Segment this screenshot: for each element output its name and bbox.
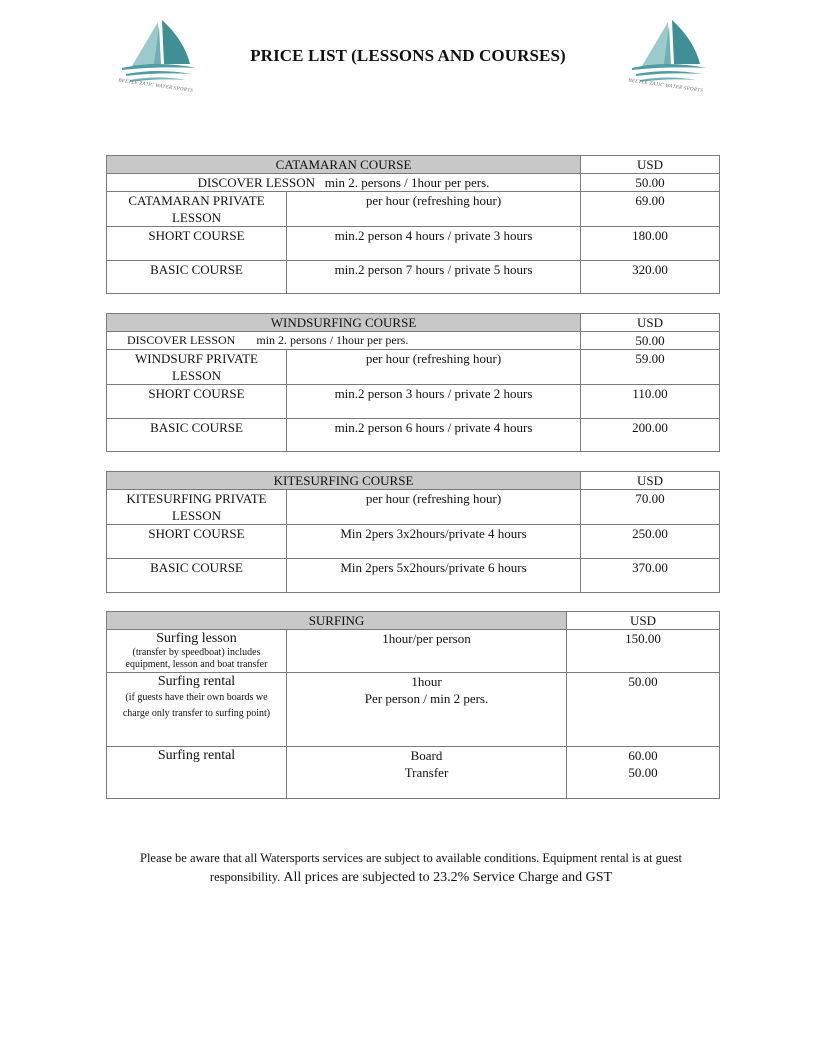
row-desc-line1: 1hour (411, 674, 442, 689)
table-row (107, 385, 720, 419)
row-price: 70.00 (581, 490, 720, 525)
row-price-line1: 50.00 (628, 674, 658, 689)
currency-header: USD (581, 472, 720, 490)
row-price: 50.00 (581, 332, 720, 350)
page-title: PRICE LIST (LESSONS AND COURSES) (250, 46, 566, 65)
row-name-desc (107, 174, 581, 192)
row-name: BASIC COURSE (107, 419, 287, 452)
row-desc-line2: Transfer (404, 765, 449, 780)
section-header: WINDSURFING COURSE (107, 314, 581, 332)
row-price: 320.00 (581, 261, 720, 294)
catamaran-price-table (106, 155, 720, 294)
table-header-row (107, 612, 720, 630)
currency-header: USD (581, 156, 720, 174)
row-desc (287, 747, 567, 799)
row-name: Surfing rental (157, 748, 236, 763)
section-header: KITESURFING COURSE (107, 472, 581, 490)
row-desc: per hour (refreshing hour) (287, 490, 581, 525)
row-name-desc (107, 332, 581, 350)
row-desc: min 2. persons / 1hour per pers. (256, 333, 409, 347)
row-name: SHORT COURSE (107, 525, 287, 559)
currency-header: USD (567, 612, 720, 630)
row-price-line2: 50.00 (628, 765, 658, 780)
footer-line-2a: responsibility. (209, 870, 281, 884)
row-price: 69.00 (581, 192, 720, 227)
row-name: SHORT COURSE (107, 385, 287, 419)
table-header-row (107, 156, 720, 174)
row-name: CATAMARAN PRIVATE LESSON (107, 192, 287, 227)
table-header-row (107, 472, 720, 490)
row-name-cell (107, 630, 287, 673)
table-row (107, 673, 720, 747)
row-desc: per hour (refreshing hour) (287, 192, 581, 227)
table-row (107, 350, 720, 385)
row-name: WINDSURF PRIVATE LESSON (107, 350, 287, 385)
row-price: 50.00 (581, 174, 720, 192)
row-desc: min.2 person 3 hours / private 2 hours (287, 385, 581, 419)
table-header-row (107, 314, 720, 332)
row-desc-line2: Per person / min 2 pers. (364, 691, 489, 706)
row-price: 180.00 (581, 227, 720, 261)
table-row (107, 559, 720, 593)
footer-disclaimer (96, 849, 726, 887)
row-name-cell (107, 673, 287, 747)
row-desc: Min 2pers 5x2hours/private 6 hours (287, 559, 581, 593)
table-row (107, 192, 720, 227)
row-name: DISCOVER LESSON (197, 175, 315, 190)
footer-line-2b: All prices are subjected to 23.2% Service Charge and GST (283, 870, 613, 885)
row-name: DISCOVER LESSON (127, 333, 236, 347)
row-name: SHORT COURSE (107, 227, 287, 261)
kitesurfing-price-table (106, 471, 720, 593)
row-desc: Min 2pers 3x2hours/private 4 hours (287, 525, 581, 559)
row-name: BASIC COURSE (107, 559, 287, 593)
table-row (107, 227, 720, 261)
row-name: BASIC COURSE (107, 261, 287, 294)
table-row (107, 630, 720, 673)
section-header: SURFING (107, 612, 567, 630)
row-desc: min.2 person 6 hours / private 4 hours (287, 419, 581, 452)
windsurfing-price-table (106, 313, 720, 452)
row-price: 370.00 (581, 559, 720, 593)
surfing-price-table (106, 611, 720, 799)
row-price-line1: 150.00 (625, 631, 661, 646)
row-price (567, 673, 720, 747)
row-price: 110.00 (581, 385, 720, 419)
row-desc: min.2 person 7 hours / private 5 hours (287, 261, 581, 294)
logo-caption: BEETLE ZAJIC WATER SPORTS (628, 78, 704, 94)
table-row (107, 747, 720, 799)
row-desc-line1: Board (410, 748, 443, 763)
footer-line-1: Please be aware that all Watersports services are subject to available conditions. Equipment rental is at guest (140, 851, 682, 865)
row-note: (if guests have their own boards we charge only transfer to surfing point) (122, 692, 271, 719)
logo-caption: BEETLE ZAJIC WATER SPORTS (118, 78, 194, 94)
table-row (107, 525, 720, 559)
row-name: Surfing lesson (156, 631, 237, 646)
currency-header: USD (581, 314, 720, 332)
row-price (567, 747, 720, 799)
row-desc: per hour (refreshing hour) (287, 350, 581, 385)
footer-line-2 (96, 868, 726, 887)
row-desc (287, 673, 567, 747)
row-name-cell (107, 747, 287, 799)
table-row (107, 261, 720, 294)
row-desc-line1: 1hour/per person (382, 631, 471, 646)
row-desc (287, 630, 567, 673)
row-price: 250.00 (581, 525, 720, 559)
row-price: 200.00 (581, 419, 720, 452)
row-price-line1: 60.00 (628, 748, 658, 763)
row-desc: min 2. persons / 1hour per pers. (324, 175, 490, 190)
table-row (107, 419, 720, 452)
row-price: 59.00 (581, 350, 720, 385)
table-row (107, 174, 720, 192)
table-row (107, 332, 720, 350)
table-row (107, 490, 720, 525)
row-name: Surfing rental (157, 674, 236, 689)
section-header: CATAMARAN COURSE (107, 156, 581, 174)
row-name: KITESURFING PRIVATE LESSON (107, 490, 287, 525)
row-desc: min.2 person 4 hours / private 3 hours (287, 227, 581, 261)
row-note: (transfer by speedboat) includes equipment, lesson and boat transfer (125, 647, 268, 670)
row-price (567, 630, 720, 673)
